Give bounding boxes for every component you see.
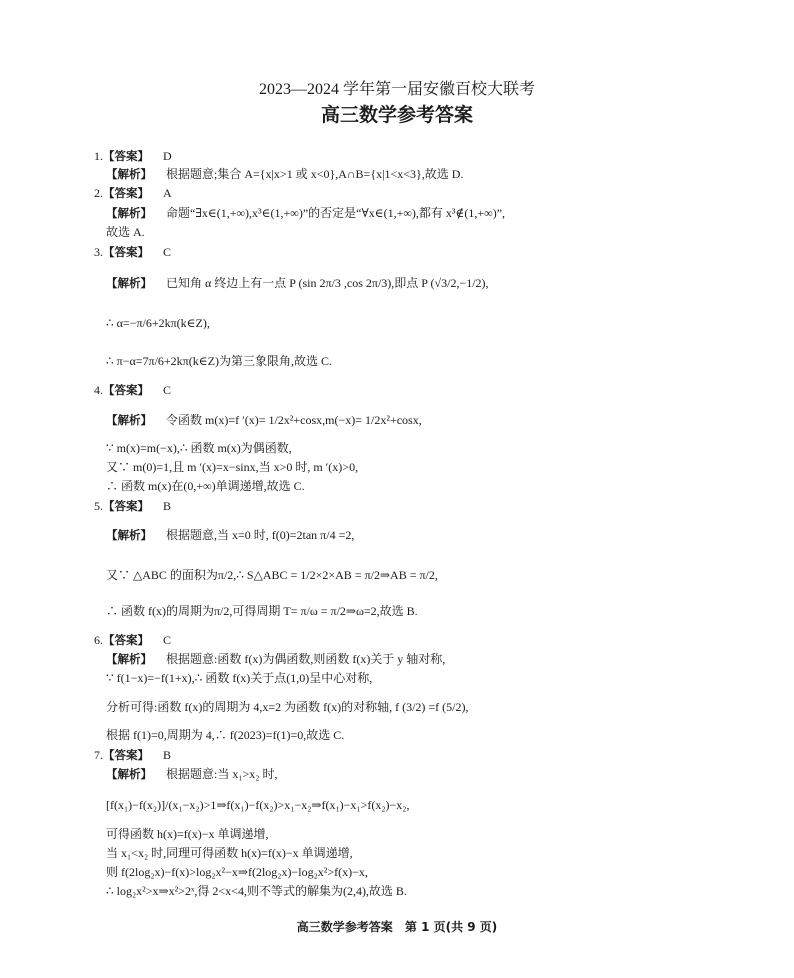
analysis-label: 【解析】 [106, 528, 152, 542]
page-footer [0, 918, 794, 935]
q5-answer-line [94, 498, 171, 514]
q7-number: 7. [94, 748, 103, 762]
q3-answer: C [163, 245, 172, 259]
q3-analysis-text-3: ∴ π−α=7π/6+2kπ(k∈Z)为第三象限角,故选 C. [106, 354, 332, 368]
q5-analysis-line [106, 520, 354, 550]
q4-answer: C [163, 383, 172, 397]
q2-number: 2. [94, 186, 103, 200]
q1-analysis-text: 根据题意;集合 A={x|x>1 或 x<0},A∩B={x|1<x<3},故选 D. [166, 167, 464, 181]
q2-answer: A [163, 186, 172, 200]
q1-number: 1. [94, 149, 103, 163]
q4-analysis-text-4: ∴ 函数 m(x)在(0,+∞)单调递增,故选 C. [106, 479, 305, 493]
q2-answer-line [94, 185, 172, 201]
q2-analysis-text-2: 故选 A. [106, 225, 145, 239]
q7-analysis-text-2: [f(x₁)−f(x₂)]/(x₁−x₂)>1⇒f(x₁)−f(x₂)>x₁−x₂⇒f(x₁)−x₁>f(x₂)−x₂, [106, 798, 410, 812]
answer-label: 【答案】 [103, 383, 149, 397]
q4-analysis-text-3: 又∵ m(0)=1,且 m ′(x)=x−sinx,当 x>0 时, m ′(x)>0, [106, 460, 359, 474]
q1-answer: D [163, 149, 172, 163]
q5-analysis-text: 根据题意,当 x=0 时, f(0)=2tan π/4 =2, [166, 528, 355, 542]
q6-analysis-text-3: 分析可得:函数 f(x)的周期为 4,x=2 为函数 f(x)的对称轴, f (3/2) =f (5/2), [106, 700, 469, 714]
q7-analysis-text-4: 当 x₁<x₂ 时,同理可得函数 h(x)=f(x)−x 单调递增, [106, 846, 353, 860]
footer-document-name: 高三数学参考答案 [296, 920, 393, 934]
q3-analysis-line [106, 268, 489, 298]
q2-analysis-line [106, 205, 505, 221]
q6-number: 6. [94, 633, 103, 647]
q7-answer-line [94, 747, 171, 763]
q4-analysis-text: 令函数 m(x)=f ′(x)= 1/2x²+cosx,m(−x)= 1/2x²+cosx, [166, 413, 422, 427]
q6-analysis-text-2: ∵ f(1−x)=−f(1+x),∴ 函数 f(x)关于点(1,0)呈中心对称, [106, 671, 373, 685]
q4-answer-line [94, 382, 171, 398]
answer-label: 【答案】 [103, 245, 149, 259]
q6-analysis-line [106, 651, 445, 667]
analysis-label: 【解析】 [106, 652, 152, 666]
analysis-label: 【解析】 [106, 413, 152, 427]
q4-number: 4. [94, 383, 103, 397]
q3-number: 3. [94, 245, 103, 259]
q7-analysis-text: 根据题意:当 x₁>x₂ 时, [166, 767, 278, 781]
q7-answer: B [163, 748, 172, 762]
q7-analysis-line [106, 766, 277, 782]
q5-analysis-text-3: ∴ 函数 f(x)的周期为π/2,可得周期 T= π/ω = π/2⇒ω=2,故选 B. [106, 604, 418, 618]
exam-title: 2023—2024 学年第一届安徽百校大联考 [258, 81, 535, 98]
q6-answer-line [94, 632, 171, 648]
answer-label: 【答案】 [103, 149, 149, 163]
q3-answer-line [94, 244, 171, 260]
q5-answer: B [163, 499, 172, 513]
q1-analysis-line [106, 166, 463, 182]
q6-analysis-text-4: 根据 f(1)=0,周期为 4,∴ f(2023)=f(1)=0,故选 C. [106, 728, 345, 742]
q6-answer: C [163, 633, 172, 647]
q5-number: 5. [94, 499, 103, 513]
answer-label: 【答案】 [103, 633, 149, 647]
q4-analysis-line [106, 405, 422, 435]
q2-analysis-text: 命题“∃x∈(1,+∞),x³∈(1,+∞)”的否定是“∀x∈(1,+∞),都有 x³∉(1,+∞)”, [166, 206, 506, 220]
page-number: 第 1 页(共 9 页) [404, 920, 498, 934]
q6-analysis-text: 根据题意:函数 f(x)为偶函数,则函数 f(x)关于 y 轴对称, [166, 652, 446, 666]
q7-analysis-text-3: 可得函数 h(x)=f(x)−x 单调递增, [106, 827, 269, 841]
analysis-label: 【解析】 [106, 206, 152, 220]
q7-analysis-text-5: 则 f(2log₂x)−f(x)>log₂x²−x⇒f(2log₂x)−log₂x²>f(x)−x, [106, 865, 368, 879]
analysis-label: 【解析】 [106, 276, 152, 290]
document-title: 高三数学参考答案 [320, 104, 473, 126]
analysis-label: 【解析】 [106, 767, 152, 781]
answer-label: 【答案】 [103, 499, 149, 513]
analysis-label: 【解析】 [106, 167, 152, 181]
q1-answer-line [94, 148, 172, 164]
q4-analysis-text-2: ∵ m(x)=m(−x),∴ 函数 m(x)为偶函数, [106, 441, 292, 455]
q3-analysis-text-2: ∴ α=−π/6+2kπ(k∈Z), [106, 316, 210, 330]
q5-analysis-text-2: 又∵ △ABC 的面积为π/2,∴ S△ABC = 1/2×2×AB = π/2⇒AB = π/2, [106, 568, 438, 582]
q7-analysis-text-6: ∴ log₂x²>x⇒x²>2ˣ,得 2<x<4,则不等式的解集为(2,4),故选 B. [106, 884, 407, 898]
q3-analysis-text: 已知角 α 终边上有一点 P (sin 2π/3 ,cos 2π/3),即点 P (√3/2,−1/2), [166, 276, 489, 290]
answer-label: 【答案】 [103, 748, 149, 762]
answer-label: 【答案】 [103, 186, 149, 200]
